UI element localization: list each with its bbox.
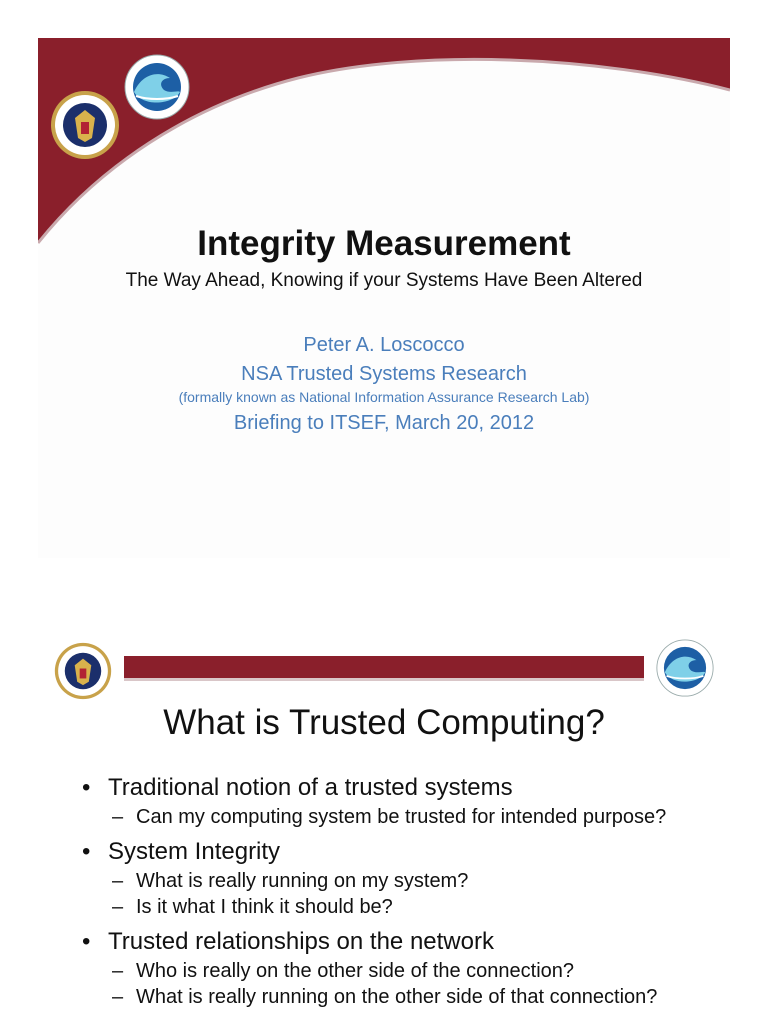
bullet-list: [78, 768, 718, 1008]
organization-note: (formally known as National Information Assurance Research Lab): [178, 389, 590, 405]
research-directorate-wave-icon: [656, 639, 714, 697]
content-slide: [38, 625, 730, 1024]
sub-bullet-item: – Is it what I think it should be?: [78, 896, 718, 918]
slide-title: Integrity Measurement: [197, 224, 571, 263]
sub-bullet-item: – What is really running on the other side of that connection?: [78, 986, 718, 1008]
sub-bullet-item: – What is really running on my system?: [78, 870, 718, 892]
header-bar-shadow: [124, 678, 644, 681]
header-bar: [124, 656, 644, 678]
bullet-item: • Traditional notion of a trusted systems: [78, 774, 718, 802]
organization: NSA Trusted Systems Research: [241, 363, 527, 385]
briefing-line: Briefing to ITSEF, March 20, 2012: [233, 412, 535, 434]
slide-subtitle: The Way Ahead, Knowing if your Systems Have Been Altered: [125, 270, 643, 291]
slide-title: What is Trusted Computing?: [163, 703, 605, 742]
author-name: Peter A. Loscocco: [303, 334, 465, 356]
title-slide: [38, 38, 730, 558]
nsa-seal-icon: [50, 90, 120, 160]
bullet-item: • System Integrity: [78, 838, 718, 866]
nsa-seal-icon: [54, 642, 112, 700]
research-directorate-wave-icon: [124, 54, 190, 120]
sub-bullet-item: – Can my computing system be trusted for intended purpose?: [78, 806, 718, 828]
sub-bullet-item: – Who is really on the other side of the connection?: [78, 960, 718, 982]
bullet-item: • Trusted relationships on the network: [78, 928, 718, 956]
